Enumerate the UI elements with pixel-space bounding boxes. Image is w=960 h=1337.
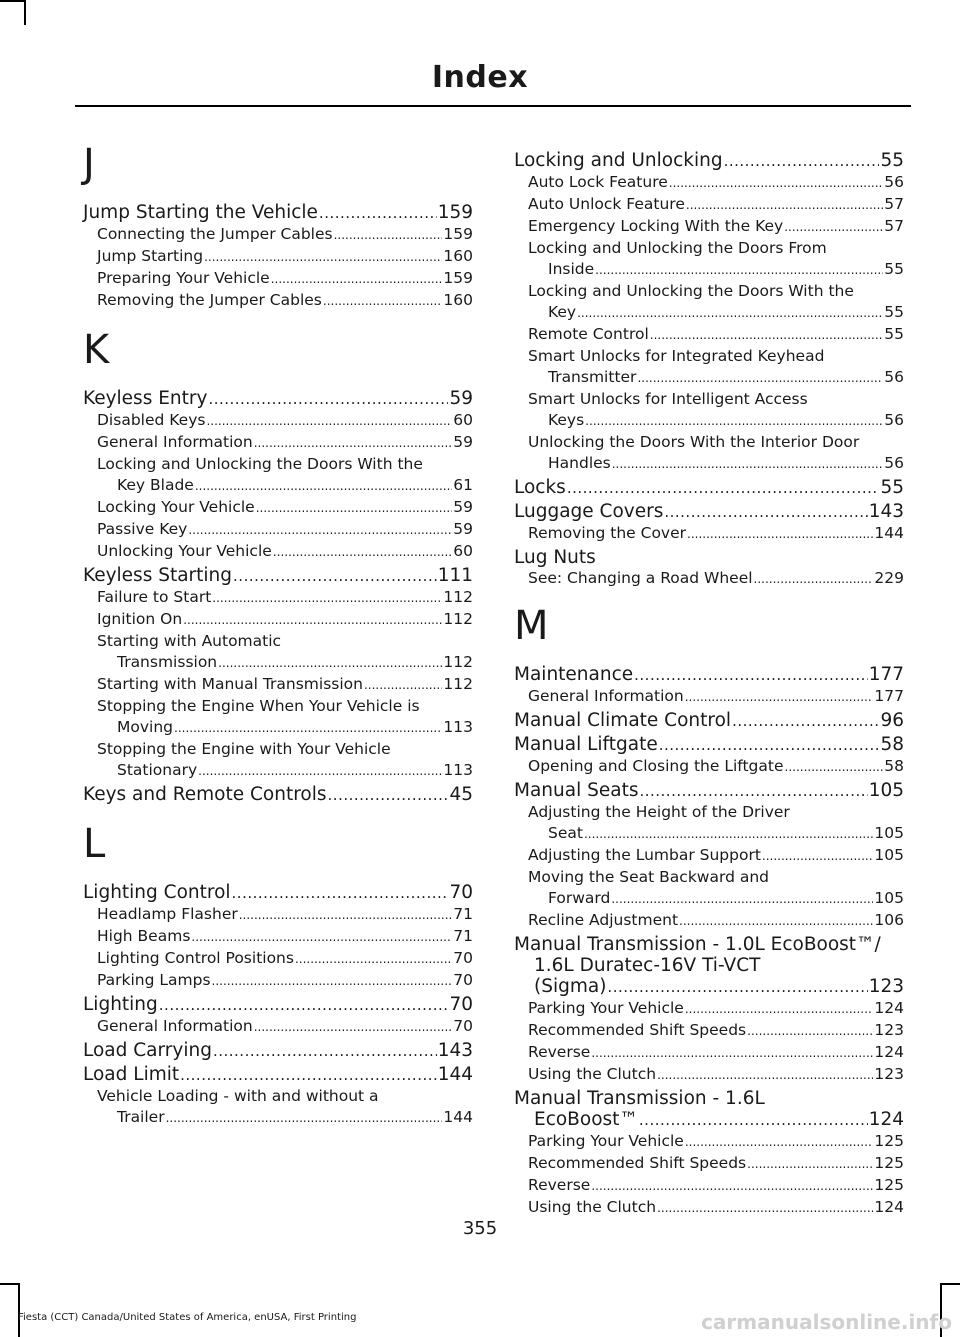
index-subentry[interactable] xyxy=(514,1131,904,1153)
entry-page: 125 xyxy=(874,1176,904,1194)
entry-page: 159 xyxy=(437,202,473,223)
index-subentry[interactable] xyxy=(514,1064,904,1086)
page-number: 355 xyxy=(462,1218,498,1239)
entry-page: 56 xyxy=(884,173,904,191)
entry-page: 112 xyxy=(443,675,473,693)
entry-page: 58 xyxy=(884,757,904,775)
index-subentry[interactable] xyxy=(83,432,473,454)
entry-page: 70 xyxy=(453,949,473,967)
entry-title: Load Limit xyxy=(83,1064,180,1085)
index-subentry[interactable] xyxy=(83,1086,473,1129)
entry-title-continued: Key Blade xyxy=(117,476,194,494)
entry-title: Reverse xyxy=(528,1043,591,1061)
leader-dots xyxy=(607,977,867,998)
entry-title: Failure to Start xyxy=(97,588,212,606)
entry-page: 105 xyxy=(874,889,904,907)
leader-dots xyxy=(319,203,437,224)
index-subentry[interactable] xyxy=(514,568,904,590)
leader-dots xyxy=(166,1108,443,1129)
entry-title: Stopping the Engine When Your Vehicle is xyxy=(97,697,420,715)
leader-dots xyxy=(679,911,873,932)
entry-page: 125 xyxy=(874,1154,904,1172)
entry-title: Starting with Manual Transmission xyxy=(97,675,363,693)
leader-dots xyxy=(685,999,874,1020)
leader-dots xyxy=(218,653,442,674)
leader-dots xyxy=(273,542,452,563)
index-subentry[interactable] xyxy=(514,802,904,845)
entry-title: Manual Liftgate xyxy=(514,734,658,755)
entry-page: 144 xyxy=(437,1064,473,1085)
index-entry[interactable] xyxy=(83,388,473,410)
entry-title: Manual Transmission - 1.0L EcoBoost™/ xyxy=(514,934,881,955)
entry-title: Unlocking the Doors With the Interior Door xyxy=(528,433,860,451)
index-subentry[interactable] xyxy=(514,346,904,389)
leader-dots xyxy=(239,905,453,926)
index-column-left xyxy=(83,130,473,1129)
entry-page: 177 xyxy=(874,687,904,705)
crop-mark-top-left xyxy=(0,0,25,2)
index-subentry[interactable] xyxy=(83,674,473,696)
index-subentry[interactable] xyxy=(83,739,473,782)
index-subentry[interactable] xyxy=(83,926,473,948)
entry-page: 59 xyxy=(453,433,473,451)
leader-dots xyxy=(664,502,867,523)
leader-dots xyxy=(204,247,442,268)
entry-page: 124 xyxy=(874,1043,904,1061)
entry-page: 57 xyxy=(884,217,904,235)
entry-title: Remote Control xyxy=(528,325,649,343)
entry-title: Adjusting the Lumbar Support xyxy=(528,846,761,864)
leader-dots xyxy=(657,1065,873,1086)
index-subentry[interactable] xyxy=(83,268,473,290)
index-subentry[interactable] xyxy=(83,631,473,674)
entry-page: 70 xyxy=(449,882,473,903)
entry-page: 55 xyxy=(884,260,904,278)
entry-title-continued: Transmitter xyxy=(548,368,637,386)
entry-page: 105 xyxy=(874,824,904,842)
entry-title: Lug Nuts xyxy=(514,547,596,568)
entry-title-continued: Inside xyxy=(548,260,595,278)
entry-page: 123 xyxy=(874,1021,904,1039)
leader-dots xyxy=(762,846,873,867)
entry-title: Locking and Unlocking the Doors From xyxy=(528,239,827,257)
index-entry[interactable] xyxy=(83,1064,473,1086)
entry-page: 111 xyxy=(437,565,473,586)
entry-title: Stopping the Engine with Your Vehicle xyxy=(97,740,391,758)
leader-dots xyxy=(254,433,453,454)
leader-dots xyxy=(659,735,880,756)
entry-page: 56 xyxy=(884,411,904,429)
index-subentry[interactable] xyxy=(514,910,904,932)
entry-page: 112 xyxy=(443,653,473,671)
entry-title: Jump Starting the Vehicle xyxy=(83,202,318,223)
leader-dots xyxy=(188,520,452,541)
index-entry[interactable] xyxy=(83,882,473,904)
leader-dots xyxy=(639,781,867,802)
entry-page: 59 xyxy=(449,388,473,409)
leader-dots xyxy=(212,971,453,992)
leader-dots xyxy=(785,757,884,778)
leader-dots xyxy=(323,291,443,312)
entry-title: Emergency Locking With the Key xyxy=(528,217,784,235)
entry-page: 56 xyxy=(884,454,904,472)
entry-page: 61 xyxy=(453,476,473,494)
leader-dots xyxy=(159,995,449,1016)
entry-page: 57 xyxy=(884,195,904,213)
index-entry[interactable] xyxy=(514,664,904,686)
entry-title-continued: Handles xyxy=(548,454,611,472)
watermark: carmanualsonline.info xyxy=(701,1310,952,1334)
crop-mark-bottom-left xyxy=(0,1283,18,1285)
entry-page: 56 xyxy=(884,368,904,386)
entry-title-continued: EcoBoost™ xyxy=(534,1109,638,1130)
leader-dots xyxy=(212,588,442,609)
entry-title: Locks xyxy=(514,477,566,498)
entry-title: Lighting Control Positions xyxy=(97,949,294,967)
entry-page: 71 xyxy=(453,927,473,945)
entry-page: 159 xyxy=(443,269,473,287)
leader-dots xyxy=(183,610,442,631)
index-subentry[interactable] xyxy=(83,970,473,992)
section-letter-k: K xyxy=(83,327,110,373)
entry-page: 45 xyxy=(449,784,473,805)
leader-dots xyxy=(256,498,453,519)
index-subentry[interactable] xyxy=(83,497,473,519)
index-subentry[interactable] xyxy=(514,1042,904,1064)
entry-title: Auto Lock Feature xyxy=(528,173,668,191)
index-subentry[interactable] xyxy=(514,998,904,1020)
leader-dots xyxy=(591,1043,873,1064)
index-subentry[interactable] xyxy=(83,948,473,970)
index-subentry[interactable] xyxy=(514,172,904,194)
entry-page: 124 xyxy=(874,999,904,1017)
entry-title: Luggage Covers xyxy=(514,501,664,522)
entry-title: Locking and Unlocking the Doors With the xyxy=(528,282,854,300)
entry-title-continued: Trailer xyxy=(117,1108,165,1126)
leader-dots xyxy=(334,225,443,246)
entry-page: 105 xyxy=(874,846,904,864)
entry-page: 59 xyxy=(453,498,473,516)
index-subentry[interactable] xyxy=(83,454,473,497)
entry-title: Recommended Shift Speeds xyxy=(528,1021,747,1039)
entry-title-continued: Key xyxy=(548,303,577,321)
entry-title: Disabled Keys xyxy=(97,411,206,429)
index-subentry[interactable] xyxy=(83,224,473,246)
entry-title: Removing the Jumper Cables xyxy=(97,291,322,309)
index-subentry[interactable] xyxy=(83,541,473,563)
leader-dots xyxy=(639,1110,868,1131)
leader-dots xyxy=(669,173,884,194)
entry-title: Keyless Starting xyxy=(83,565,233,586)
entry-title: Manual Seats xyxy=(514,780,639,801)
index-entry[interactable] xyxy=(83,565,473,587)
index-subentry[interactable] xyxy=(514,216,904,238)
index-subentry[interactable] xyxy=(514,281,904,324)
entry-title: See: Changing a Road Wheel xyxy=(528,569,753,587)
leader-dots xyxy=(191,927,452,948)
entry-page: 144 xyxy=(874,524,904,542)
index-entry[interactable] xyxy=(83,784,473,806)
leader-dots xyxy=(611,889,873,910)
entry-page: 70 xyxy=(449,994,473,1015)
section-letter-l: L xyxy=(83,821,106,867)
entry-title: Maintenance xyxy=(514,664,634,685)
index-subentry[interactable] xyxy=(514,867,904,910)
leader-dots xyxy=(687,524,873,545)
index-subentry[interactable] xyxy=(514,238,904,281)
entry-title: Smart Unlocks for Integrated Keyhead xyxy=(528,347,825,365)
index-entry[interactable] xyxy=(514,780,904,802)
leader-dots xyxy=(595,260,883,281)
index-subentry[interactable] xyxy=(514,324,904,346)
leader-dots xyxy=(634,665,868,686)
entry-title: Using the Clutch xyxy=(528,1065,657,1083)
leader-dots xyxy=(328,785,449,806)
entry-page: 71 xyxy=(453,905,473,923)
leader-dots xyxy=(657,1198,873,1219)
entry-page: 55 xyxy=(884,325,904,343)
index-entry[interactable] xyxy=(83,202,473,224)
entry-title: Parking Your Vehicle xyxy=(528,1132,684,1150)
entry-title: Headlamp Flasher xyxy=(97,905,238,923)
entry-title: Parking Lamps xyxy=(97,971,211,989)
index-entry[interactable] xyxy=(514,710,904,732)
page-title: Index xyxy=(431,60,529,95)
leader-dots xyxy=(254,1017,453,1038)
entry-page: 159 xyxy=(443,225,473,243)
entry-title: Locking and Unlocking xyxy=(514,150,723,171)
entry-page: 112 xyxy=(443,610,473,628)
index-entry[interactable] xyxy=(83,994,473,1016)
entry-title-continued: Stationary xyxy=(117,761,198,779)
leader-dots xyxy=(213,1041,437,1062)
entry-title-continued: Transmission xyxy=(117,653,218,671)
entry-title: Locking and Unlocking the Doors With the xyxy=(97,455,423,473)
index-entry[interactable] xyxy=(514,934,904,998)
leader-dots xyxy=(685,687,874,708)
index-subentry[interactable] xyxy=(514,432,904,475)
entry-title: High Beams xyxy=(97,927,191,945)
leader-dots xyxy=(650,325,884,346)
entry-title: Adjusting the Height of the Driver xyxy=(528,803,790,821)
entry-title: Parking Your Vehicle xyxy=(528,999,684,1017)
entry-page: 123 xyxy=(868,976,904,997)
index-subentry[interactable] xyxy=(83,904,473,926)
leader-dots xyxy=(233,566,437,587)
entry-title-continued: Forward xyxy=(548,889,611,907)
entry-page: 229 xyxy=(874,569,904,587)
entry-title: Auto Unlock Feature xyxy=(528,195,685,213)
entry-title: Reverse xyxy=(528,1176,591,1194)
index-subentry[interactable] xyxy=(83,246,473,268)
entry-title: Moving the Seat Backward and xyxy=(528,868,769,886)
entry-page: 55 xyxy=(880,477,904,498)
footer-text: Fiesta (CCT) Canada/United States of America, enUSA, First Printing xyxy=(18,1312,357,1323)
entry-page: 143 xyxy=(437,1040,473,1061)
index-subentry[interactable] xyxy=(514,1175,904,1197)
entry-title: Load Carrying xyxy=(83,1040,212,1061)
entry-title-continued: Moving xyxy=(117,718,173,736)
leader-dots xyxy=(180,1065,437,1086)
leader-dots xyxy=(784,217,883,238)
entry-page: 124 xyxy=(868,1109,904,1130)
entry-title: Lighting Control xyxy=(83,882,231,903)
entry-title: Jump Starting xyxy=(97,247,204,265)
leader-dots xyxy=(567,478,880,499)
index-entry[interactable] xyxy=(514,734,904,756)
entry-page: 144 xyxy=(443,1108,473,1126)
entry-page: 106 xyxy=(874,911,904,929)
index-subentry[interactable] xyxy=(514,389,904,432)
leader-dots xyxy=(208,389,448,410)
entry-page: 59 xyxy=(453,520,473,538)
leader-dots xyxy=(195,476,452,497)
entry-title: General Information xyxy=(528,687,684,705)
leader-dots xyxy=(637,368,883,389)
entry-title: Vehicle Loading - with and without a xyxy=(97,1087,379,1105)
entry-page: 113 xyxy=(443,718,473,736)
index-entry[interactable] xyxy=(514,1088,904,1131)
index-subentry[interactable] xyxy=(514,523,904,545)
index-subentry[interactable] xyxy=(83,519,473,541)
index-entry[interactable] xyxy=(514,150,904,172)
entry-title-continued: Keys xyxy=(548,411,585,429)
leader-dots xyxy=(685,1132,874,1153)
index-column-right xyxy=(514,148,904,1219)
entry-page: 160 xyxy=(443,247,473,265)
entry-page: 55 xyxy=(880,150,904,171)
entry-page: 60 xyxy=(453,542,473,560)
entry-title: Recline Adjustment xyxy=(528,911,679,929)
entry-title-continued: (Sigma) xyxy=(534,976,607,997)
leader-dots xyxy=(591,1176,873,1197)
entry-title: Removing the Cover xyxy=(528,524,687,542)
entry-page: 60 xyxy=(453,411,473,429)
entry-title: Recommended Shift Speeds xyxy=(528,1154,747,1172)
entry-page: 125 xyxy=(874,1132,904,1150)
leader-dots xyxy=(686,195,883,216)
entry-title: Keyless Entry xyxy=(83,388,208,409)
entry-page: 113 xyxy=(443,761,473,779)
leader-dots xyxy=(174,718,442,739)
section-letter-j: J xyxy=(83,141,95,187)
entry-title: Unlocking Your Vehicle xyxy=(97,542,272,560)
entry-title: General Information xyxy=(97,433,253,451)
leader-dots xyxy=(206,411,452,432)
entry-page: 123 xyxy=(874,1065,904,1083)
entry-page: 70 xyxy=(453,971,473,989)
leader-dots xyxy=(612,454,884,475)
entry-title: Smart Unlocks for Intelligent Access xyxy=(528,390,808,408)
index-subentry[interactable] xyxy=(83,410,473,432)
entry-title: Passive Key xyxy=(97,520,188,538)
entry-title: Preparing Your Vehicle xyxy=(97,269,270,287)
entry-page: 70 xyxy=(453,1017,473,1035)
crop-mark-bottom-right xyxy=(942,1283,960,1285)
leader-dots xyxy=(754,569,874,590)
entry-title-continued: Seat xyxy=(548,824,583,842)
title-divider xyxy=(75,105,911,107)
entry-title: Using the Clutch xyxy=(528,1198,657,1216)
leader-dots xyxy=(724,151,880,172)
index-subentry[interactable] xyxy=(83,587,473,609)
entry-page: 124 xyxy=(874,1198,904,1216)
index-subentry[interactable] xyxy=(83,290,473,312)
index-entry[interactable] xyxy=(83,1040,473,1062)
entry-page: 58 xyxy=(880,734,904,755)
leader-dots xyxy=(584,824,873,845)
entry-title: Lighting xyxy=(83,994,158,1015)
entry-title: Locking Your Vehicle xyxy=(97,498,255,516)
index-subentry[interactable] xyxy=(514,1020,904,1042)
entry-title: Ignition On xyxy=(97,610,183,628)
leader-dots xyxy=(577,303,883,324)
entry-page: 105 xyxy=(868,780,904,801)
leader-dots xyxy=(271,269,443,290)
leader-dots xyxy=(747,1021,873,1042)
leader-dots xyxy=(364,675,442,696)
entry-title: Keys and Remote Controls xyxy=(83,784,327,805)
leader-dots xyxy=(732,711,879,732)
entry-page: 96 xyxy=(880,710,904,731)
leader-dots xyxy=(232,883,449,904)
index-subentry[interactable] xyxy=(83,696,473,739)
index-entry[interactable] xyxy=(514,547,904,568)
entry-page: 112 xyxy=(443,588,473,606)
entry-page: 143 xyxy=(868,501,904,522)
entry-title: Starting with Automatic xyxy=(97,632,282,650)
crop-mark-bottom-left xyxy=(18,1283,20,1337)
index-entry[interactable] xyxy=(514,501,904,523)
entry-page: 55 xyxy=(884,303,904,321)
entry-page: 160 xyxy=(443,291,473,309)
index-subentry[interactable] xyxy=(514,1153,904,1175)
entry-title-continued: 1.6L Duratec-16V Ti-VCT xyxy=(534,955,761,976)
entry-title: Connecting the Jumper Cables xyxy=(97,225,333,243)
index-subentry[interactable] xyxy=(514,845,904,867)
index-subentry[interactable] xyxy=(514,1197,904,1219)
index-subentry[interactable] xyxy=(83,1016,473,1038)
leader-dots xyxy=(198,761,442,782)
leader-dots xyxy=(295,949,452,970)
index-entry[interactable] xyxy=(514,477,904,499)
entry-title: Opening and Closing the Liftgate xyxy=(528,757,784,775)
section-letter-m: M xyxy=(514,603,549,649)
index-subentry[interactable] xyxy=(514,756,904,778)
leader-dots xyxy=(585,411,883,432)
entry-title: Manual Transmission - 1.6L xyxy=(514,1088,765,1109)
leader-dots xyxy=(747,1154,873,1175)
crop-mark-top-left xyxy=(24,0,26,25)
index-subentry[interactable] xyxy=(514,686,904,708)
entry-title: Manual Climate Control xyxy=(514,710,732,731)
entry-page: 177 xyxy=(868,664,904,685)
entry-title: General Information xyxy=(97,1017,253,1035)
index-subentry[interactable] xyxy=(83,609,473,631)
index-subentry[interactable] xyxy=(514,194,904,216)
